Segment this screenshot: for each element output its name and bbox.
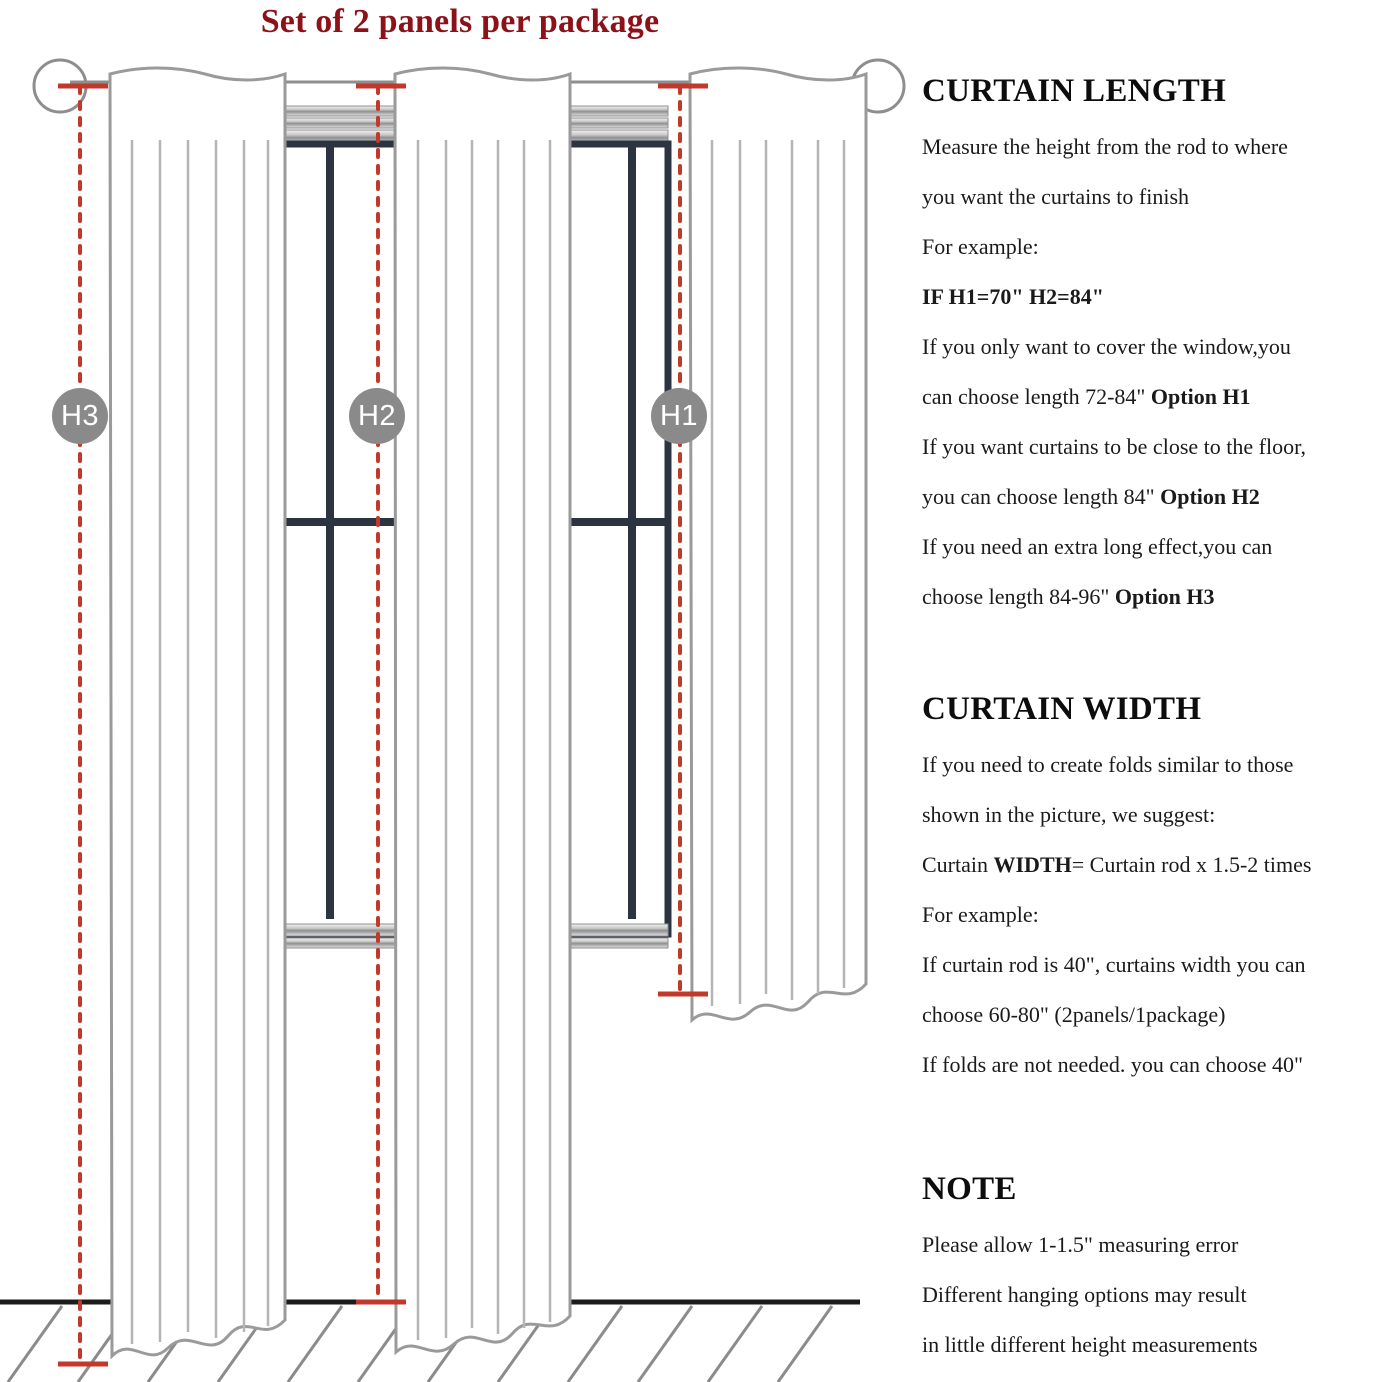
length-line-2: you want the curtains to finish	[922, 184, 1190, 209]
width-line-2: shown in the picture, we suggest:	[922, 802, 1216, 827]
instructions-column	[922, 70, 1399, 1382]
length-line-3: For example:	[922, 234, 1039, 259]
length-line-10: choose length 84-96" Option H3	[922, 584, 1215, 609]
length-example-values: IF H1=70" H2=84"	[922, 284, 1104, 309]
length-line-6: can choose length 72-84" Option H1	[922, 384, 1251, 409]
measure-badge-h3: H3	[52, 388, 108, 444]
length-line-8: you can choose length 84" Option H2	[922, 484, 1260, 509]
width-line-1: If you need to create folds similar to those	[922, 752, 1294, 777]
length-line-4	[922, 272, 1399, 322]
curtain-width-body	[922, 740, 1399, 1090]
note-title: NOTE	[922, 1171, 1017, 1207]
note-line-1: Please allow 1-1.5" measuring error	[922, 1232, 1239, 1257]
curtain-width-title: CURTAIN WIDTH	[922, 691, 1202, 727]
width-line-7: If folds are not needed. you can choose 40"	[922, 1052, 1304, 1077]
section-curtain-width	[922, 688, 1399, 1090]
width-line-5: If curtain rod is 40", curtains width you can	[922, 952, 1306, 977]
width-line-3: Curtain WIDTH= Curtain rod x 1.5-2 times	[922, 852, 1312, 877]
length-line-9: If you need an extra long effect,you can	[922, 534, 1273, 559]
curtain-illustration	[0, 44, 920, 1382]
width-line-6: choose 60-80" (2panels/1package)	[922, 1002, 1226, 1027]
curtain-length-title: CURTAIN LENGTH	[922, 73, 1227, 109]
measure-badge-h2: H2	[349, 388, 405, 444]
note-body	[922, 1220, 1399, 1370]
measure-badge-h1: H1	[651, 388, 707, 444]
length-line-1: Measure the height from the rod to where	[922, 134, 1288, 159]
section-curtain-length	[922, 70, 1399, 622]
note-line-2: Different hanging options may result	[922, 1282, 1247, 1307]
curtain-length-body	[922, 122, 1399, 622]
section-note	[922, 1168, 1399, 1370]
note-line-3: in little different height measurements	[922, 1332, 1258, 1357]
length-line-7: If you want curtains to be close to the floor,	[922, 434, 1307, 459]
width-line-4: For example:	[922, 902, 1039, 927]
banner-title: Set of 2 panels per package	[260, 3, 660, 40]
length-line-5: If you only want to cover the window,you	[922, 334, 1291, 359]
